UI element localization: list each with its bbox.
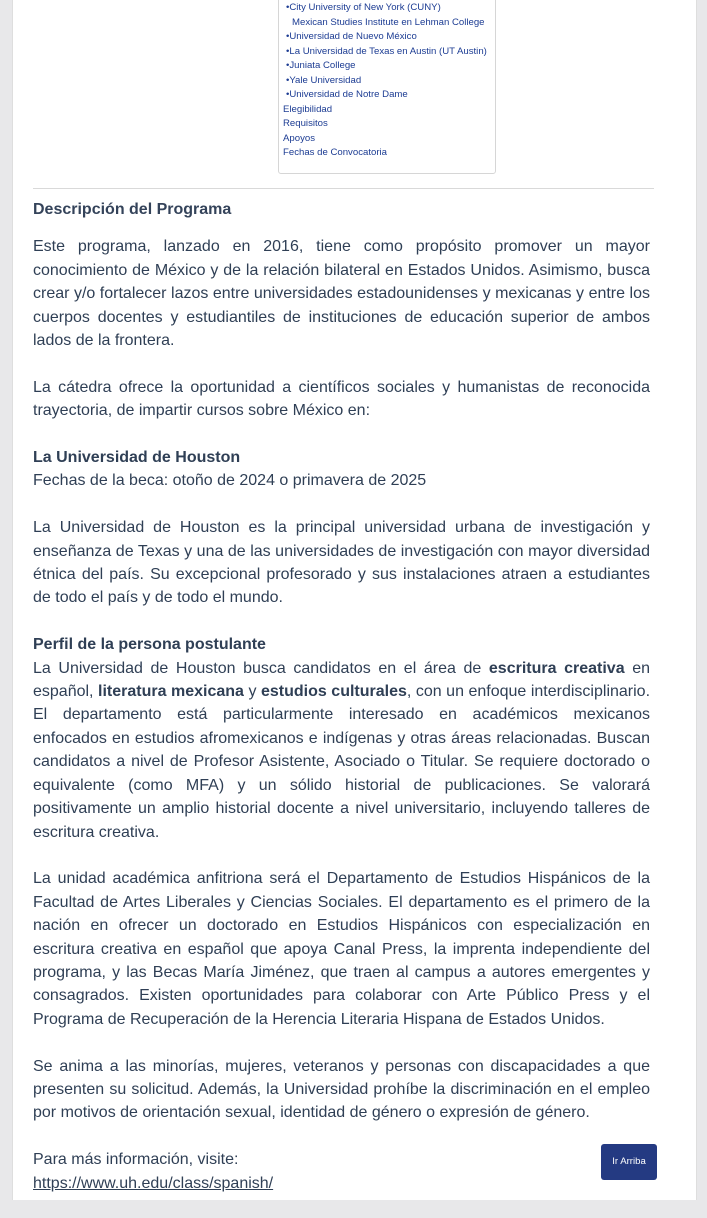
profile-text: y	[243, 683, 261, 701]
intro-paragraph: Este programa, lanzado en 2016, tiene como propósito promover un mayor conocimiento de México y de la relación bilateral en Estados Unidos. Asimismo, busca crear y/o fortalecer lazos entre universidades estadounidenses y mexicanas y entre los cuerpos docentes y estudiantiles de instituciones de educación superior de ambos lados de la frontera.	[33, 238, 650, 350]
toc-item[interactable]: Fechas de Convocatoria	[283, 147, 387, 158]
profile-text: La Universidad de Houston busca candidatos en el área de	[33, 659, 489, 677]
toc-item[interactable]: •Universidad de Notre Dame	[286, 89, 408, 100]
table-of-contents	[278, 0, 496, 174]
back-to-top-button[interactable]: Ir Arriba	[601, 1144, 657, 1180]
profile-heading: Perfil de la persona postulante	[33, 636, 266, 654]
chair-paragraph: La cátedra ofrece la oportunidad a científicos sociales y humanistas de reconocida trayectoria, de impartir cursos sobre México en:	[33, 378, 650, 420]
profile-text: en español,	[33, 659, 651, 701]
toc-item[interactable]: •La Universidad de Texas en Austin (UT Austin)	[286, 45, 487, 57]
host-unit-paragraph: La unidad académica anfitriona será el Departamento de Estudios Hispánicos de la Facultad de Artes Liberales y Ciencias Sociales. El departamento es el primero de la nación en ofrecer un doctorado en Estudios Hispánicos con especialización en escritura creativa en español que apoya Canal Press, la imprenta independiente del programa, y las Becas María Jiménez, que traen al campus a autores emergentes y consagrados. Existen oportunidades para colaborar con Arte Público Press y el Programa de Recuperación de la Herencia Literaria Hispana de Estados Unidos.	[33, 870, 650, 1028]
toc-item[interactable]: Elegibilidad	[283, 103, 333, 115]
more-info-label: Para más información, visite:	[33, 1151, 239, 1169]
main-content	[33, 198, 650, 1218]
toc-item[interactable]: Mexican Studies Institute en Lehman College	[292, 16, 485, 28]
toc-item[interactable]: •City University of New York (CUNY)	[286, 2, 441, 13]
profile-keyword: escritura creativa	[488, 659, 625, 677]
more-info-link[interactable]: https://www.uh.edu/class/spanish/	[33, 1174, 274, 1192]
university-block	[33, 446, 650, 493]
toc-item[interactable]: •Yale Universidad	[286, 74, 362, 86]
university-name: La Universidad de Houston	[33, 449, 241, 467]
section-divider	[33, 188, 654, 189]
profile-block	[33, 633, 650, 844]
university-description: La Universidad de Houston es la principal universidad urbana de investigación y enseñanza de Texas y una de las universidades de investigación con mayor diversidad étnica del país. Su excepcional profesorado y sus instalaciones atraen a estudiantes de todo el país y de todo el mundo.	[33, 519, 650, 607]
toc-item[interactable]: Apoyos	[283, 132, 315, 144]
profile-text: , con un enfoque interdisciplinario. El departamento está particularmente interesado en académicos mexicanos enfocados en estudios afromexicanos e indígenas y otras áreas relacionadas. Buscan candidatos a nivel de Profesor Asistente, Asociado o Titular. Se requiere doctorado o equivalente (como MFA) y un sólido historial de publicaciones. Se valorará positivamente un amplio historial docente a nivel universitario, incluyendo talleres de escritura creativa.	[33, 683, 651, 841]
toc-item[interactable]: Requisitos	[283, 118, 328, 129]
toc-item[interactable]: •Juniata College	[286, 60, 356, 71]
page-container	[12, 0, 697, 1200]
toc-list	[279, 0, 495, 161]
more-info-block	[33, 1148, 650, 1195]
profile-keyword: literatura mexicana	[98, 683, 244, 701]
fellowship-dates: Fechas de la beca: otoño de 2024 o primavera de 2025	[33, 472, 427, 490]
profile-keyword: estudios culturales	[261, 683, 407, 701]
toc-item[interactable]: •Universidad de Nuevo México	[286, 31, 417, 42]
encouragement-paragraph: Se anima a las minorías, mujeres, veteranos y personas con discapacidades a que presenten su solicitud. Además, la Universidad prohíbe la discriminación en el empleo por motivos de orientación sexual, identidad de género o expresión de género.	[33, 1057, 650, 1122]
section-heading: Descripción del Programa	[33, 201, 232, 218]
